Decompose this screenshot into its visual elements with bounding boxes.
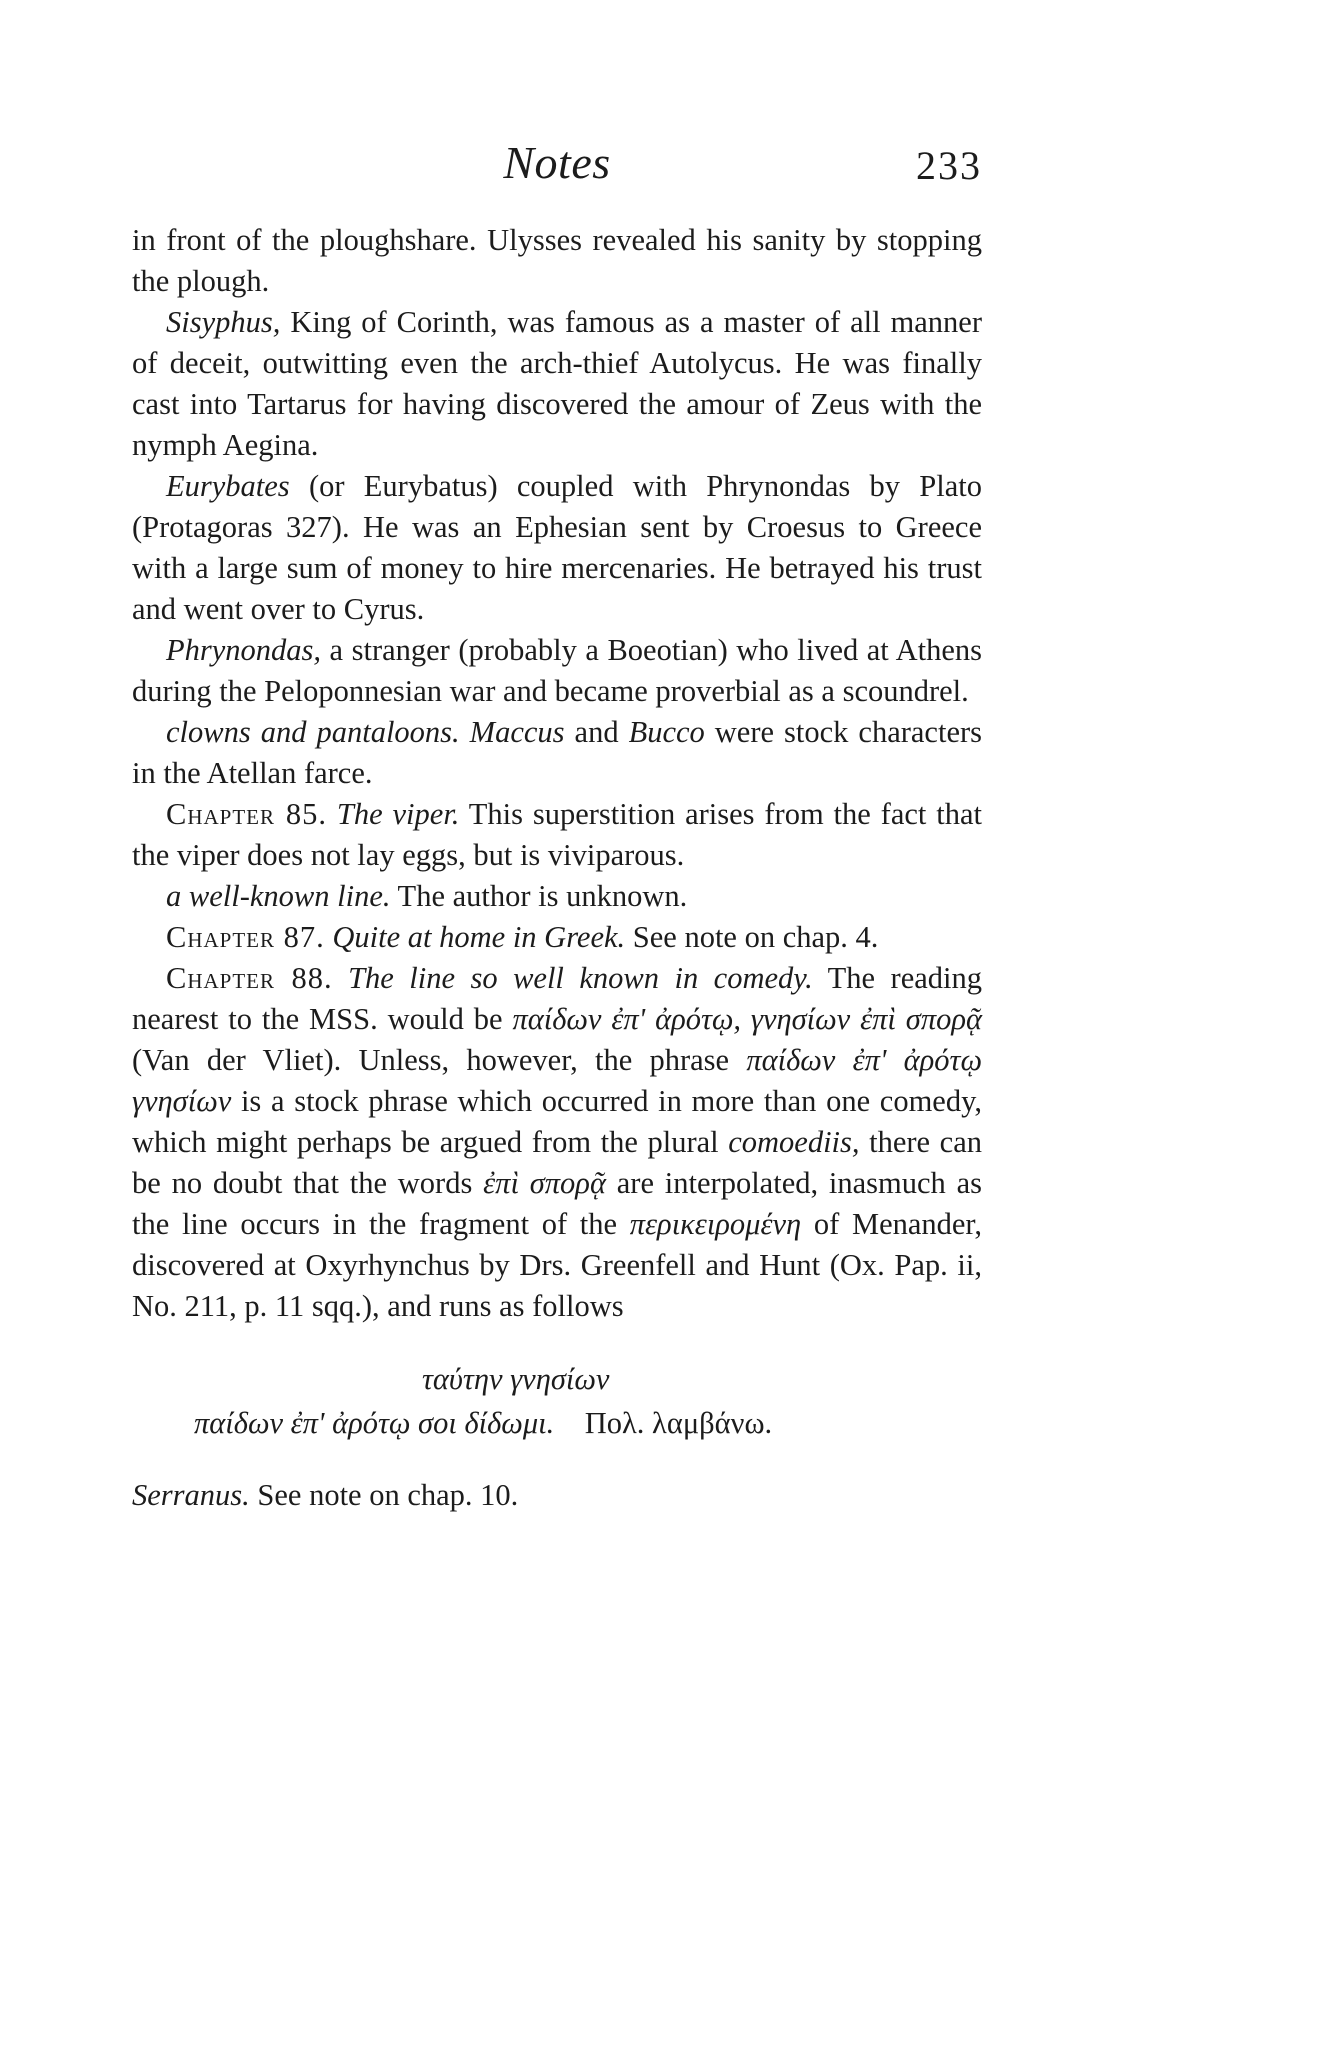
verse-line-2-text: παίδων ἐπ' ἀρότῳ σοι δίδωμι.: [194, 1406, 555, 1440]
note-text: [460, 715, 470, 749]
chapter-ref: Chapter 85.: [166, 797, 328, 831]
note-paragraph-phrynondas: [132, 630, 982, 712]
greek-phrase: παίδων ἐπ' ἀρότῳ γνησίων: [132, 1043, 982, 1118]
note-text: were stock characters in the Atellan farce.: [132, 715, 983, 790]
note-paragraph-well-known-line: [132, 876, 982, 917]
note-term: The line so well known in comedy.: [348, 961, 813, 995]
greek-title: περικειρομένη: [629, 1207, 802, 1241]
note-text: This superstition arises from the fact that the viper does not lay eggs, but is viviparous.: [132, 797, 982, 872]
note-text: (Van der Vliet). Unless, however, the phrase: [132, 1043, 747, 1077]
page-number: 233: [916, 143, 982, 188]
note-text: The author is unknown.: [390, 879, 688, 913]
note-term: Quite at home in Greek.: [332, 920, 626, 954]
verse-line-1: ταύτην γνησίων: [422, 1362, 610, 1396]
note-paragraph-eurybates: [132, 466, 982, 630]
note-text: King of Corinth, was famous as a master of all manner of deceit, outwitting even the arch-thief Autolycus. He was finally cast into Tartarus for having discovered the amour of Zeus with the nymph Aegina.: [132, 305, 982, 462]
note-paragraph-chapter-87: [132, 917, 982, 958]
note-term: Eurybates: [166, 469, 290, 503]
chapter-ref: Chapter 88.: [166, 961, 333, 995]
note-term: clowns and pantaloons.: [166, 715, 460, 749]
note-term: Serranus.: [132, 1478, 250, 1512]
note-paragraph-sisyphus: [132, 302, 982, 466]
note-term: Sisyphus,: [166, 305, 281, 339]
note-text: there can be no doubt that the words: [132, 1125, 983, 1200]
note-text: in front of the ploughshare. Ulysses revealed his sanity by stopping the plough.: [132, 223, 982, 298]
note-paragraph-clowns: [132, 712, 982, 794]
note-paragraph-chapter-88: [132, 958, 982, 1327]
greek-verse-quote: [132, 1357, 982, 1445]
latin-word: comoediis,: [728, 1125, 860, 1159]
note-paragraph-chapter-85: [132, 794, 982, 876]
notes-body: [132, 220, 982, 1516]
note-text: is a stock phrase which occurred in more than one comedy, which might perhaps be argued from the plural: [132, 1084, 982, 1159]
running-title: Notes: [503, 137, 611, 188]
note-term: Phrynondas,: [166, 633, 322, 667]
note-paragraph-ulysses: [132, 220, 982, 302]
greek-phrase: παίδων ἐπ' ἀρότῳ, γνησίων ἐπὶ σπορᾷ: [512, 1002, 982, 1036]
page-header: [132, 130, 982, 190]
note-name-bucco: Bucco: [628, 715, 705, 749]
note-text: The reading nearest to the MSS. would be: [132, 961, 983, 1036]
note-text: of Menander, discovered at Oxyrhynchus by Drs. Greenfell and Hunt (Ox. Pap. ii, No. 211, p. 11 sqq.), and runs as follows: [132, 1207, 982, 1323]
note-name-maccus: Maccus: [469, 715, 565, 749]
note-term: a well-known line.: [166, 879, 391, 913]
note-text: See note on chap. 4.: [625, 920, 879, 954]
note-text: a stranger (probably a Boeotian) who lived at Athens during the Peloponnesian war and became proverbial as a scoundrel.: [132, 633, 982, 708]
note-text: and: [564, 715, 629, 749]
verse-line-2-speaker: Πολ. λαμβάνω.: [584, 1406, 773, 1440]
note-text: (or Eurybatus) coupled with Phrynondas by Plato (Protagoras 327). He was an Ephesian sent by Croesus to Greece with a large sum of money to hire mercenaries. He betrayed his trust and went over to Cyrus.: [132, 469, 982, 626]
note-term: The viper.: [336, 797, 460, 831]
chapter-ref: Chapter 87.: [166, 920, 325, 954]
note-text: See note on chap. 10.: [249, 1478, 519, 1512]
greek-phrase: ἐπὶ σπορᾷ: [483, 1166, 606, 1200]
note-paragraph-serranus: [132, 1475, 982, 1516]
note-text: are interpolated, inasmuch as the line occurs in the fragment of the: [132, 1166, 983, 1241]
verse-line-2: [132, 1401, 982, 1445]
